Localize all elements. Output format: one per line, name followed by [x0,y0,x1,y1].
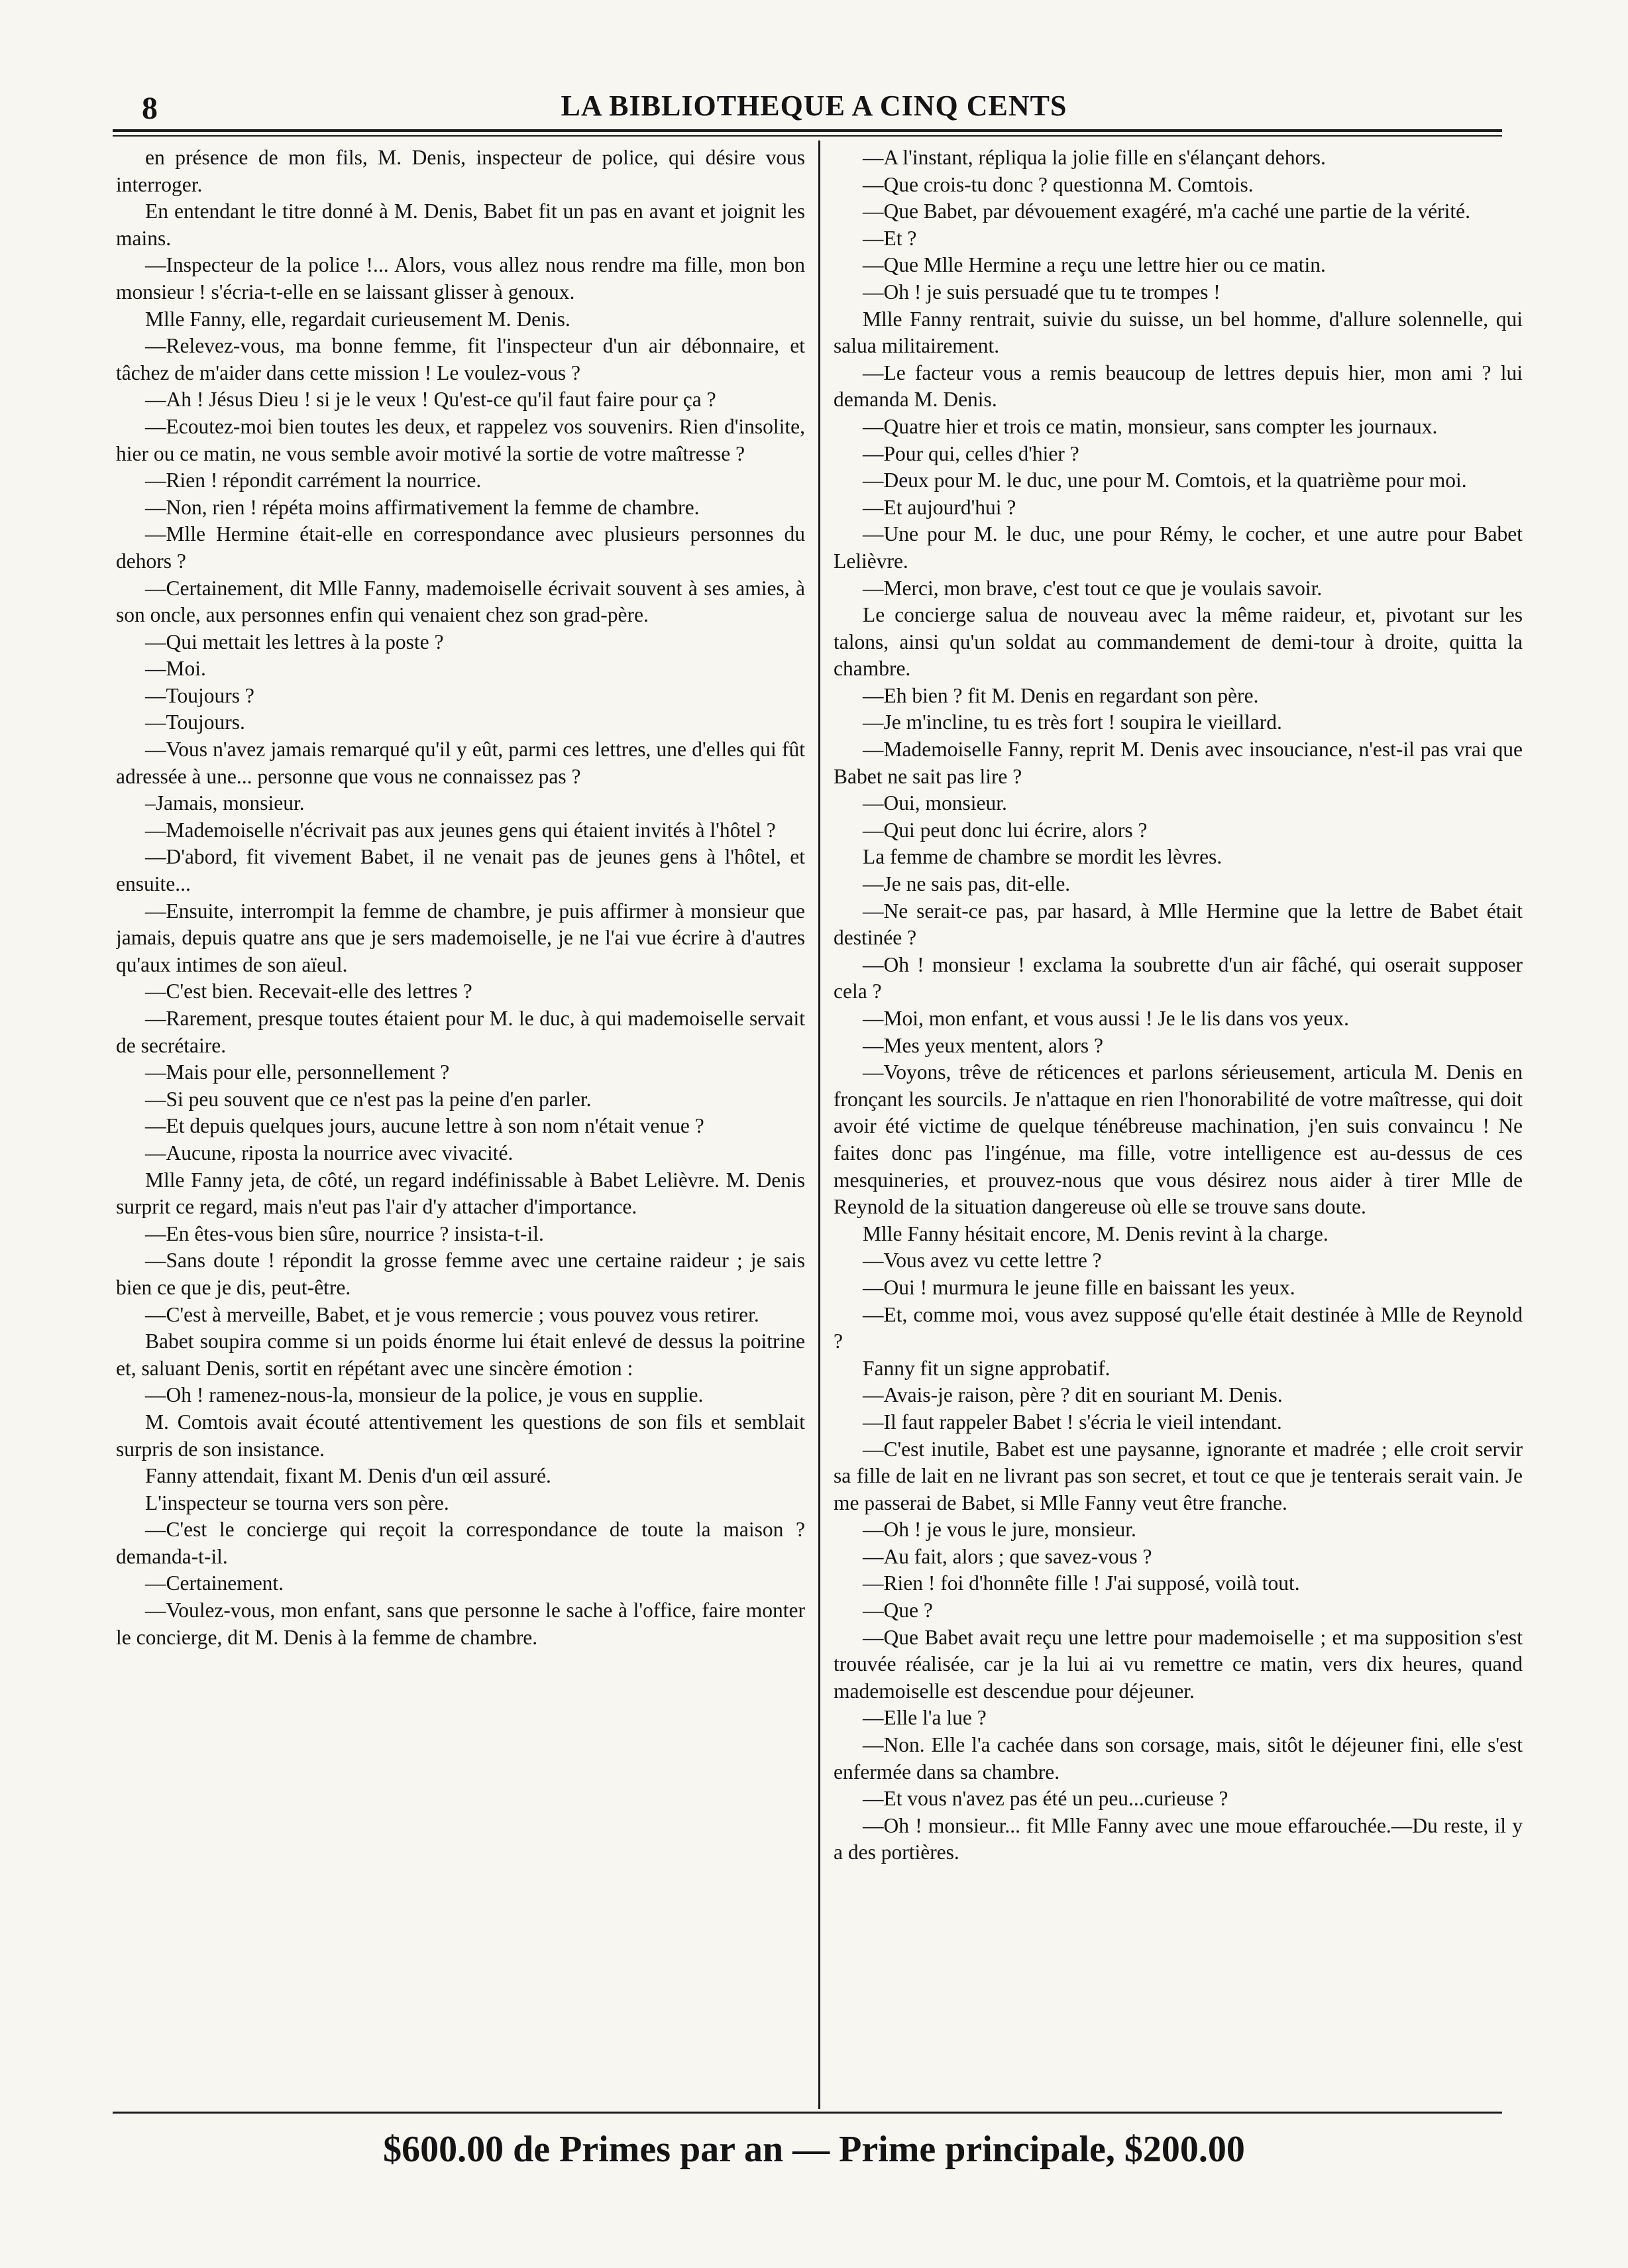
paragraph: —Au fait, alors ; que savez-vous ? [863,1544,1152,1568]
paragraph: —Sans doute ! répondit la grosse femme avec une certaine raideur ; je sais bien ce que je dis, peut-être. [116,1249,805,1299]
paragraph: en présence de mon fils, M. Denis, inspecteur de police, qui désire vous interroger. [116,146,805,196]
paragraph: —Toujours. [145,710,245,734]
paragraph: —Certainement. [145,1571,284,1595]
paragraph: —Oh ! je suis persuadé que tu te trompes ! [863,280,1221,304]
paragraph: La femme de chambre se mordit les lèvres. [863,845,1222,869]
running-title: LA BIBLIOTHEQUE A CINQ CENTS [561,89,1067,122]
paragraph: —Et ? [863,226,917,250]
paragraph: —Non, rien ! répéta moins affirmativement la femme de chambre. [145,495,700,519]
paragraph: —Que ? [863,1599,933,1622]
left-column [116,144,805,2106]
paragraph: —Inspecteur de la police !... Alors, vous allez nous rendre ma fille, mon bon monsieur ! s'écria-t-elle en se laissant glisser à genoux. [116,253,805,304]
paragraph: —Que Babet, par dévouement exagéré, m'a caché une partie de la vérité. [863,199,1470,223]
paragraph: –Jamais, monsieur. [145,791,305,815]
paragraph: —Rien ! répondit carrément la nourrice. [145,469,482,492]
paragraph: —Rien ! foi d'honnête fille ! J'ai supposé, voilà tout. [863,1571,1300,1595]
header-rule-thin [113,135,1502,137]
paragraph: —Oui ! murmura le jeune fille en baissant les yeux. [863,1275,1295,1299]
paragraph: —Et aujourd'hui ? [863,495,1016,519]
paragraph: —Ensuite, interrompit la femme de chambre, je puis affirmer à monsieur que jamais, depuis quatre ans que je sers mademoiselle, je ne l'ai vue écrire à d'autres qu'aux intimes de son aïeul. [116,899,805,976]
paragraph: —Et, comme moi, vous avez supposé qu'elle était destinée à Mlle de Reynold ? [834,1302,1523,1353]
paragraph: —Eh bien ? fit M. Denis en regardant son père. [863,683,1259,707]
paragraph: —Quatre hier et trois ce matin, monsieur, sans compter les journaux. [863,414,1438,438]
paragraph: —Mlle Hermine était-elle en correspondance avec plusieurs personnes du dehors ? [116,522,805,573]
paragraph: —Pour qui, celles d'hier ? [863,441,1079,465]
right-column [834,144,1523,2106]
paragraph: —Et depuis quelques jours, aucune lettre à son nom n'était venue ? [145,1114,704,1138]
paragraph: —Vous avez vu cette lettre ? [863,1249,1102,1273]
paragraph: —Certainement, dit Mlle Fanny, mademoiselle écrivait souvent à ses amies, à son oncle, aux personnes enfin qui venaient chez son grad-père. [116,576,805,627]
paragraph: —Si peu souvent que ce n'est pas la peine d'en parler. [145,1087,592,1111]
paragraph: —C'est bien. Recevait-elle des lettres ? [145,980,472,1003]
paragraph: —Le facteur vous a remis beaucoup de lettres depuis hier, mon ami ? lui demanda M. Denis. [834,361,1523,412]
header-rule-thick [113,129,1502,132]
paragraph: Babet soupira comme si un poids énorme lui était enlevé de dessus la poitrine et, saluant Denis, sortit en répétant avec une sincère émotion : [116,1330,805,1380]
paragraph: Le concierge salua de nouveau avec la même raideur, et, pivotant sur les talons, ainsi qu'un soldat au commandement de demi-tour à droite, quitta la chambre. [834,603,1523,681]
paragraph: —Mademoiselle n'écrivait pas aux jeunes gens qui étaient invités à l'hôtel ? [145,818,776,842]
paragraph: —Oh ! ramenez-nous-la, monsieur de la police, je vous en supplie. [145,1383,704,1407]
paragraph: —Voyons, trêve de réticences et parlons sérieusement, articula M. Denis en fronçant les sourcils. Je n'attaque en rien l'honorabilité de votre maîtresse, qui doit avoir été victime de quelque ténébreuse machination, j'en suis convaincu ! Ne faites donc pas l'ingénue, ma fille, votre intelligence est au-dessus de ces mesquineries, et prouvez-nous que vous désirez nous aider à tirer Mlle de Reynold de la situation dangereuse où elle se trouve sans doute. [834,1060,1523,1219]
paragraph: —En êtes-vous bien sûre, nourrice ? insista-t-il. [145,1221,544,1245]
paragraph: —Que Babet avait reçu une lettre pour mademoiselle ; et ma supposition s'est trouvée réalisée, car je la lui ai vu remettre ce matin, vers dix heures, quand mademoiselle est descendue pour déjeuner. [834,1625,1523,1703]
paragraph: —Mademoiselle Fanny, reprit M. Denis avec insouciance, n'est-il pas vrai que Babet ne sait pas lire ? [834,738,1523,788]
paragraph: En entendant le titre donné à M. Denis, Babet fit un pas en avant et joignit les mains. [116,199,805,250]
paragraph: —Elle l'a lue ? [863,1706,987,1730]
paragraph: —Aucune, riposta la nourrice avec vivacité. [145,1141,514,1164]
paragraph: M. Comtois avait écouté attentivement les questions de son fils et semblait surpris de son insistance. [116,1410,805,1461]
paragraph: —Que Mlle Hermine a reçu une lettre hier ou ce matin. [863,253,1326,277]
paragraph: —C'est inutile, Babet est une paysanne, ignorante et madrée ; elle croit servir sa fille de lait en ne livrant pas son secret, et tout ce que je tenterais serait vain. Je me passerai de Babet, si Mlle Fanny veut être franche. [834,1437,1523,1514]
paragraph: —Ecoutez-moi bien toutes les deux, et rappelez vos souvenirs. Rien d'insolite, hier ou ce matin, ne vous semble avoir motivé la sortie de votre maîtresse ? [116,414,805,465]
paragraph: —Une pour M. le duc, une pour Rémy, le cocher, et une autre pour Babet Lelièvre. [834,522,1523,573]
paragraph: —Rarement, presque toutes étaient pour M. le duc, à qui mademoiselle servait de secrétaire. [116,1007,805,1057]
paragraph: —Il faut rappeler Babet ! s'écria le vieil intendant. [863,1410,1282,1434]
paragraph: —Je m'incline, tu es très fort ! soupira le vieillard. [863,710,1282,734]
paragraph: —Ne serait-ce pas, par hasard, à Mlle Hermine que la lettre de Babet était destinée ? [834,899,1523,950]
paragraph: —Avais-je raison, père ? dit en souriant M. Denis. [863,1383,1283,1407]
footer-banner: $600.00 de Primes par an — Prime principale, $200.00 [383,2129,1245,2170]
paragraph: Fanny fit un signe approbatif. [863,1356,1111,1380]
paragraph: Fanny attendait, fixant M. Denis d'un œil assuré. [145,1464,551,1488]
paragraph: —Oui, monsieur. [863,791,1007,815]
paragraph: —A l'instant, répliqua la jolie fille en s'élançant dehors. [863,146,1326,169]
paragraph: —Et vous n'avez pas été un peu...curieuse ? [863,1787,1228,1811]
paragraph: —Merci, mon brave, c'est tout ce que je voulais savoir. [863,576,1323,600]
column-divider [818,141,820,2109]
paragraph: —Oh ! je vous le jure, monsieur. [863,1518,1136,1542]
paragraph: —Vous n'avez jamais remarqué qu'il y eût, parmi ces lettres, une d'elles qui fût adressée à une... personne que vous ne connaissez pas ? [116,738,805,788]
paragraph: Mlle Fanny, elle, regardait curieusement M. Denis. [145,307,570,331]
paragraph: L'inspecteur se tourna vers son père. [145,1491,449,1514]
paragraph: —Toujours ? [145,683,254,707]
paragraph: —Oh ! monsieur ! exclama la soubrette d'un air fâché, qui oserait supposer cela ? [834,952,1523,1003]
paragraph: —Qui mettait les lettres à la poste ? [145,630,444,653]
paragraph: Mlle Fanny hésitait encore, M. Denis revint à la charge. [863,1221,1329,1245]
paragraph: —Moi, mon enfant, et vous aussi ! Je le lis dans vos yeux. [863,1007,1350,1030]
paragraph: —Je ne sais pas, dit-elle. [863,872,1071,896]
paragraph: Mlle Fanny rentrait, suivie du suisse, un bel homme, d'allure solennelle, qui salua militairement. [834,307,1523,358]
paragraph: —Deux pour M. le duc, une pour M. Comtois, et la quatrième pour moi. [863,469,1467,492]
paragraph: —Oh ! monsieur... fit Mlle Fanny avec une moue effarouchée.—Du reste, il y a des portières. [834,1813,1523,1864]
paragraph: —Ah ! Jésus Dieu ! si je le veux ! Qu'est-ce qu'il faut faire pour ça ? [145,388,716,412]
paragraph: —C'est le concierge qui reçoit la correspondance de toute la maison ? demanda-t-il. [116,1518,805,1568]
paragraph: —C'est à merveille, Babet, et je vous remercie ; vous pouvez vous retirer. [145,1302,759,1326]
paragraph: Mlle Fanny jeta, de côté, un regard indéfinissable à Babet Lelièvre. M. Denis surprit ce regard, mais n'eut pas l'air d'y attacher d'importance. [116,1168,805,1219]
paragraph: —Relevez-vous, ma bonne femme, fit l'inspecteur d'un air débonnaire, et tâchez de m'aider dans cette mission ! Le voulez-vous ? [116,334,805,384]
paragraph: —D'abord, fit vivement Babet, il ne venait pas de jeunes gens à l'hôtel, et ensuite... [116,845,805,896]
paragraph: —Voulez-vous, mon enfant, sans que personne le sache à l'office, faire monter le concierge, dit M. Denis à la femme de chambre. [116,1599,805,1649]
footer-rule [113,2112,1502,2114]
paragraph: —Mais pour elle, personnellement ? [145,1060,450,1084]
paragraph: —Qui peut donc lui écrire, alors ? [863,818,1148,842]
paragraph: —Non. Elle l'a cachée dans son corsage, mais, sitôt le déjeuner fini, elle s'est enfermée dans sa chambre. [834,1733,1523,1784]
paragraph: —Mes yeux mentent, alors ? [863,1033,1104,1057]
paragraph: —Moi. [145,657,206,681]
paragraph: —Que crois-tu donc ? questionna M. Comtois. [863,172,1254,196]
page-number: 8 [142,91,158,126]
